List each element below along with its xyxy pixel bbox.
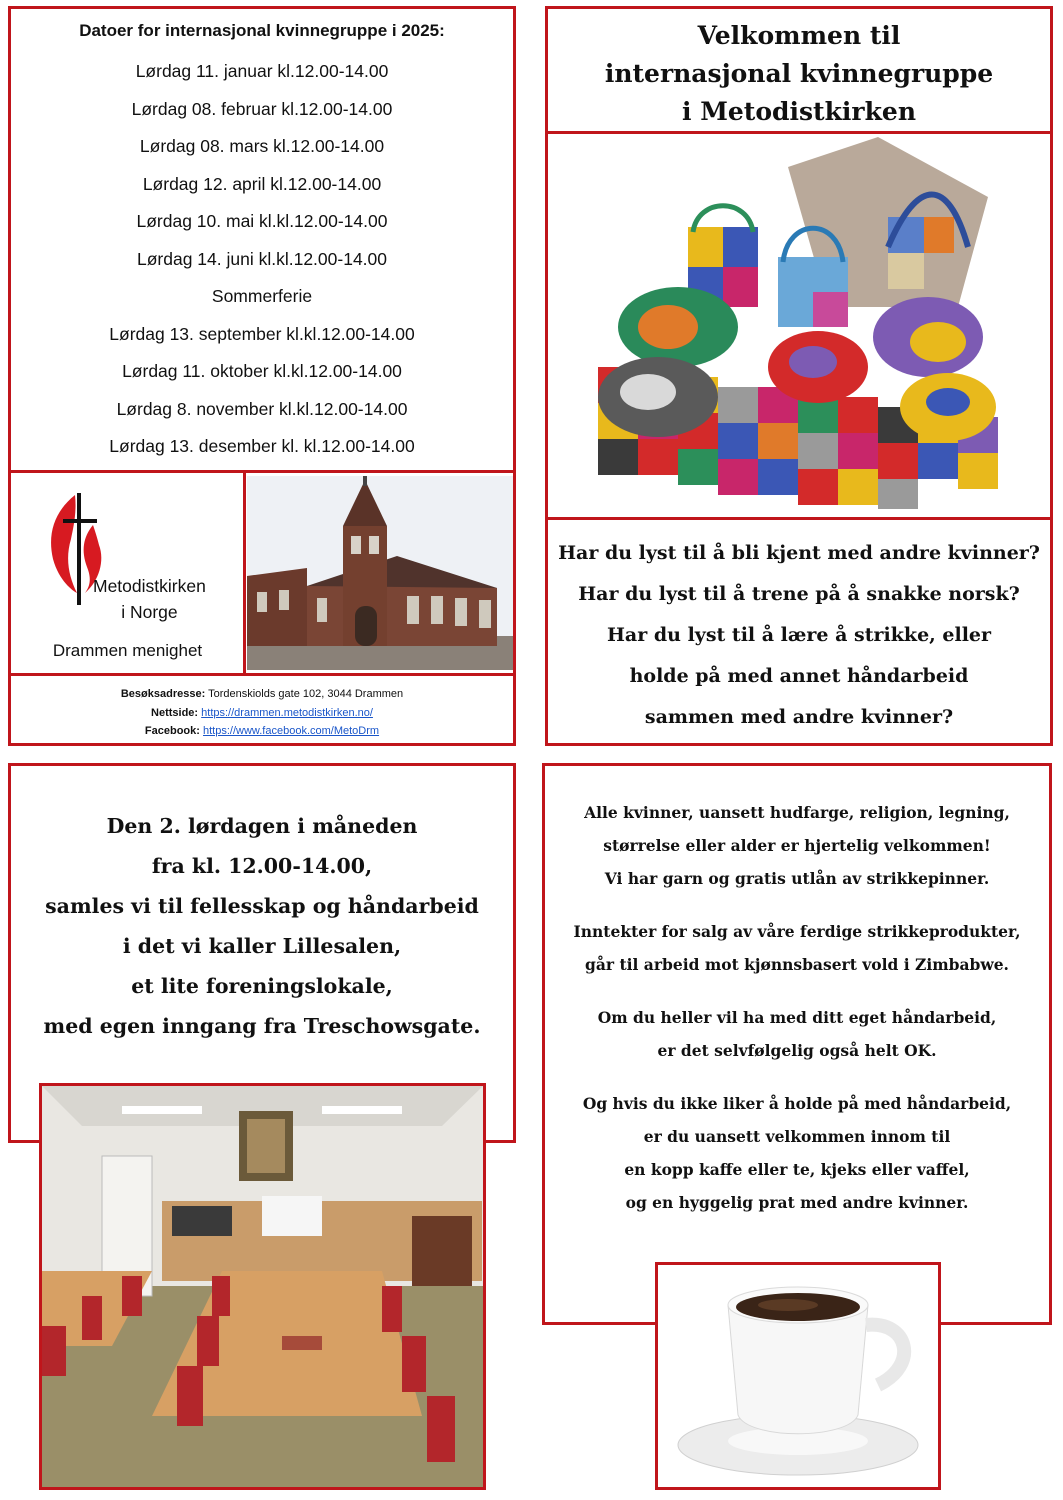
info-line: Alle kvinner, uansett hudfarge, religion, legning, [584, 803, 1010, 822]
info-line: går til arbeid mot kjønnsbasert vold i Zimbabwe. [585, 955, 1009, 974]
visit-address [11, 685, 513, 704]
info-panel [542, 763, 1052, 1325]
info-text [545, 796, 1049, 1219]
knitted-items-illustration [588, 137, 1008, 515]
questions [548, 533, 1050, 738]
schedule-line: i det vi kaller Lillesalen, [122, 934, 402, 958]
schedule-line: Den 2. lørdagen i måneden [106, 814, 418, 838]
room-illustration [42, 1086, 483, 1487]
date-item: Lørdag 08. februar kl.12.00-14.00 [131, 98, 393, 119]
website [11, 704, 513, 723]
info-line: Om du heller vil ha med ditt eget håndarbeid, [597, 1008, 997, 1027]
welcome-title-line: i Metodistkirken [682, 97, 916, 126]
facebook [11, 722, 513, 741]
date-item: Lørdag 14. juni kl.kl.12.00-14.00 [136, 248, 388, 269]
date-item: Lørdag 11. januar kl.12.00-14.00 [135, 61, 389, 81]
divider [548, 131, 1050, 134]
logo-cell [11, 473, 244, 673]
coffee-cup-icon [658, 1265, 938, 1487]
question-line: sammen med andre kvinner? [644, 706, 954, 728]
date-item: Lørdag 10. mai kl.kl.12.00-14.00 [136, 211, 388, 231]
welcome-title-line: Velkommen til [697, 21, 901, 50]
divider [548, 517, 1050, 520]
address-block [11, 685, 513, 741]
logo-name-line: i Norge [121, 602, 178, 622]
info-line: en kopp kaffe eller te, kjeks eller vaffel, [624, 1160, 970, 1179]
schedule-line: fra kl. 12.00-14.00, [151, 854, 373, 878]
congregation-name: Drammen menighet [52, 641, 203, 660]
question-line: Har du lyst til å bli kjent med andre kvinner? [558, 542, 1040, 564]
info-line: Og hvis du ikke liker å holde på med håndarbeid, [582, 1094, 1012, 1113]
question-line: Har du lyst til å lære å strikke, eller [606, 624, 992, 646]
dates-list [11, 53, 513, 466]
schedule-text [11, 806, 513, 1046]
date-item: Lørdag 13. september kl.kl.12.00-14.00 [109, 323, 415, 344]
knitted-products-photo [588, 137, 1008, 515]
date-item: Lørdag 11. oktober kl.kl.12.00-14.00 [122, 361, 402, 381]
schedule-line: et lite foreningslokale, [131, 974, 393, 998]
dates-title: Datoer for internasjonal kvinnegruppe i 2025: [79, 21, 445, 40]
website-label: Nettside: [151, 706, 199, 719]
coffee-cup-photo [655, 1262, 941, 1490]
date-item: Lørdag 08. mars kl.12.00-14.00 [139, 136, 385, 156]
date-item: Lørdag 12. april kl.12.00-14.00 [142, 173, 382, 194]
facebook-label: Facebook: [144, 725, 200, 737]
facebook-link[interactable]: https://www.facebook.com/MetoDrm [203, 725, 380, 737]
welcome-panel [545, 6, 1053, 746]
logo-name-line: Metodistkirken [93, 576, 206, 596]
church-photo [247, 476, 513, 670]
question-line: holde på med annet håndarbeid [629, 665, 969, 687]
church-illustration [247, 476, 513, 670]
room-photo [39, 1083, 486, 1490]
date-item: Lørdag 8. november kl.kl.12.00-14.00 [116, 398, 408, 419]
welcome-title [548, 17, 1050, 131]
welcome-title-line: internasjonal kvinnegruppe [604, 59, 994, 88]
info-line: og en hyggelig prat med andre kvinner. [625, 1193, 969, 1212]
divider [11, 673, 513, 676]
info-line: størrelse eller alder er hjertelig velkommen! [603, 836, 991, 855]
visit-address-label: Besøksadresse: [120, 688, 206, 700]
info-line: er du uansett velkommen innom til [643, 1127, 951, 1146]
visit-address-value: Tordenskiolds gate 102, 3044 Drammen [208, 688, 404, 700]
schedule-line: med egen inngang fra Treschowsgate. [43, 1014, 481, 1038]
info-line: Vi har garn og gratis utlån av strikkepinner. [604, 869, 990, 888]
info-line: er det selvfølgelig også helt OK. [657, 1041, 937, 1060]
info-line: Inntekter for salg av våre ferdige strikkeprodukter, [573, 922, 1021, 941]
logo-name [93, 573, 206, 625]
dates-panel [8, 6, 516, 746]
summer-break: Sommerferie [211, 286, 313, 306]
date-item: Lørdag 13. desember kl. kl.12.00-14.00 [109, 436, 415, 456]
website-link[interactable]: https://drammen.metodistkirken.no/ [201, 706, 373, 719]
schedule-line: samles vi til fellesskap og håndarbeid [45, 894, 479, 918]
question-line: Har du lyst til å trene på å snakke norsk? [578, 583, 1020, 605]
